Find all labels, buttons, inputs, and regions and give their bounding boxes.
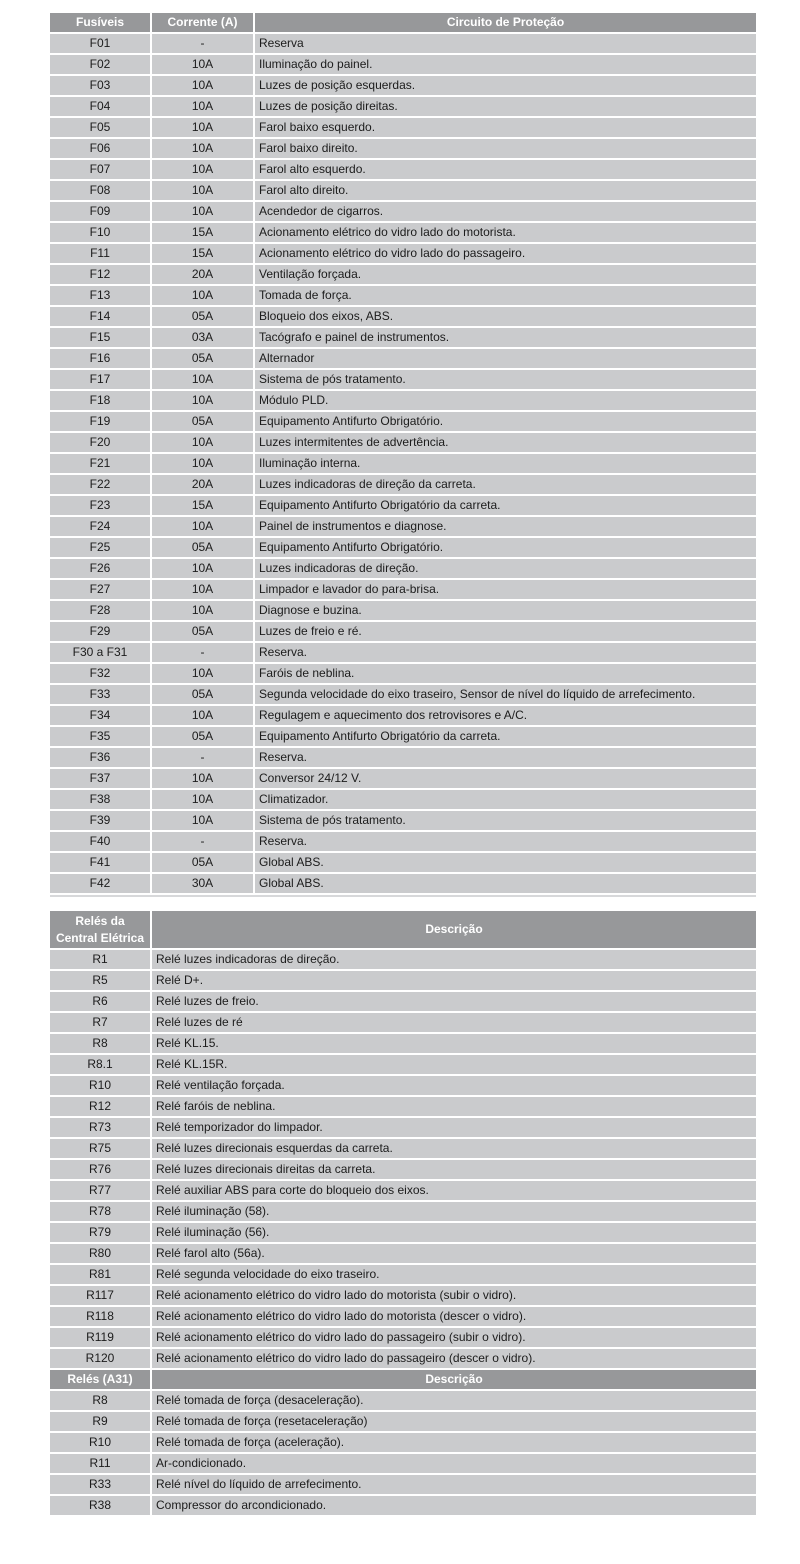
table-cell: 30A (152, 874, 253, 893)
table-cell: F03 (50, 76, 150, 95)
table-row (50, 412, 756, 431)
table-cell: Relé tomada de força (desaceleração). (152, 1391, 756, 1410)
table-cell: R10 (50, 1433, 150, 1452)
table-cell: Luzes de posição direitas. (255, 97, 756, 116)
table-cell: - (152, 643, 253, 662)
relay-table (50, 911, 756, 1368)
table-cell: Acionamento elétrico do vidro lado do passageiro. (255, 244, 756, 263)
table-cell: F02 (50, 55, 150, 74)
table-row (50, 265, 756, 284)
table-cell: 10A (152, 76, 253, 95)
table-cell: Luzes de freio e ré. (255, 622, 756, 641)
relay-column-header-line2: Central Elétrica (55, 930, 145, 945)
table-cell: Limpador e lavador do para-brisa. (255, 580, 756, 599)
table-cell: F19 (50, 412, 150, 431)
section-gap (50, 897, 756, 911)
table-cell: 10A (152, 139, 253, 158)
table-cell: F24 (50, 517, 150, 536)
table-cell: R78 (50, 1202, 150, 1221)
table-row (50, 1391, 756, 1410)
table-cell: Relé KL.15. (152, 1034, 756, 1053)
table-cell: F32 (50, 664, 150, 683)
table-row (50, 202, 756, 221)
table-cell: Relé tomada de força (resetaceleração) (152, 1412, 756, 1431)
table-cell: 05A (152, 538, 253, 557)
table-cell: Diagnose e buzina. (255, 601, 756, 620)
table-row (50, 1034, 756, 1053)
table-cell: 10A (152, 769, 253, 788)
table-cell: 10A (152, 202, 253, 221)
table-cell: F23 (50, 496, 150, 515)
table-cell: Relé tomada de força (aceleração). (152, 1433, 756, 1452)
table-cell: F35 (50, 727, 150, 746)
table-cell: F37 (50, 769, 150, 788)
table-cell: R10 (50, 1076, 150, 1095)
table-cell: F20 (50, 433, 150, 452)
table-cell: Relé segunda velocidade do eixo traseiro. (152, 1265, 756, 1284)
table-cell: 05A (152, 853, 253, 872)
table-row (50, 1433, 756, 1452)
table-cell: Ventilação forçada. (255, 265, 756, 284)
current-column-header: Corrente (A) (152, 13, 253, 32)
fuse-table (50, 13, 756, 897)
table-cell: 05A (152, 727, 253, 746)
table-cell: Compressor do arcondicionado. (152, 1496, 756, 1515)
table-row (50, 1265, 756, 1284)
table-cell: Acendedor de cigarros. (255, 202, 756, 221)
table-cell: 05A (152, 685, 253, 704)
table-cell: Ar-condicionado. (152, 1454, 756, 1473)
table-cell: Equipamento Antifurto Obrigatório. (255, 538, 756, 557)
table-cell: - (152, 832, 253, 851)
table-cell: F07 (50, 160, 150, 179)
relay-column-header (50, 911, 150, 948)
table-cell: 10A (152, 601, 253, 620)
table-row (50, 790, 756, 809)
table-row (50, 223, 756, 242)
table-cell: 10A (152, 664, 253, 683)
table-cell: R6 (50, 992, 150, 1011)
table-row (50, 370, 756, 389)
table-cell: Relé iluminação (56). (152, 1223, 756, 1242)
table-cell: F22 (50, 475, 150, 494)
table-cell: 10A (152, 370, 253, 389)
table-row (50, 1097, 756, 1116)
table-cell: Equipamento Antifurto Obrigatório da carreta. (255, 496, 756, 515)
table-row (50, 874, 756, 893)
relay-a31-column-header: Relés (A31) (50, 1370, 150, 1389)
table-cell: Reserva (255, 34, 756, 53)
table-cell: F06 (50, 139, 150, 158)
table-cell: 10A (152, 433, 253, 452)
table-cell: Relé luzes direcionais esquerdas da carreta. (152, 1139, 756, 1158)
table-cell: R38 (50, 1496, 150, 1515)
table-cell: R7 (50, 1013, 150, 1032)
table-cell: Módulo PLD. (255, 391, 756, 410)
table-row (50, 55, 756, 74)
table-cell: Global ABS. (255, 853, 756, 872)
table-cell: Relé KL.15R. (152, 1055, 756, 1074)
table-cell: Luzes intermitentes de advertência. (255, 433, 756, 452)
table-cell: R119 (50, 1328, 150, 1347)
table-row (50, 118, 756, 137)
table-cell: Global ABS. (255, 874, 756, 893)
table-cell: 15A (152, 496, 253, 515)
table-cell: 15A (152, 244, 253, 263)
table-cell: F05 (50, 118, 150, 137)
table-cell: F11 (50, 244, 150, 263)
table-cell: 05A (152, 307, 253, 326)
relay-a31-description-column-header: Descrição (152, 1370, 756, 1389)
table-cell: Relé luzes de ré (152, 1013, 756, 1032)
table-cell: F39 (50, 811, 150, 830)
relay-column-header-line1: Relés da (75, 913, 125, 928)
table-row (50, 622, 756, 641)
protection-circuit-column-header: Circuito de Proteção (255, 13, 756, 32)
table-cell: Reserva. (255, 748, 756, 767)
table-cell: 15A (152, 223, 253, 242)
table-cell: R8 (50, 1034, 150, 1053)
relay-a31-table-body (50, 1391, 756, 1515)
table-row (50, 1286, 756, 1305)
table-cell: 05A (152, 349, 253, 368)
table-cell: F14 (50, 307, 150, 326)
table-row (50, 97, 756, 116)
table-cell: Luzes de posição esquerdas. (255, 76, 756, 95)
table-row (50, 517, 756, 536)
table-cell: 10A (152, 517, 253, 536)
table-cell: 10A (152, 160, 253, 179)
table-cell: Relé luzes de freio. (152, 992, 756, 1011)
table-cell: Luzes indicadoras de direção da carreta. (255, 475, 756, 494)
table-row (50, 1454, 756, 1473)
table-cell: R8.1 (50, 1055, 150, 1074)
table-cell: Regulagem e aquecimento dos retrovisores e A/C. (255, 706, 756, 725)
table-row (50, 1118, 756, 1137)
table-cell: Iluminação do painel. (255, 55, 756, 74)
table-cell: Farol baixo direito. (255, 139, 756, 158)
table-row (50, 601, 756, 620)
table-cell: F27 (50, 580, 150, 599)
table-cell: F17 (50, 370, 150, 389)
table-cell: Iluminação interna. (255, 454, 756, 473)
table-row (50, 391, 756, 410)
table-cell: 10A (152, 811, 253, 830)
table-cell: Farol alto esquerdo. (255, 160, 756, 179)
table-row (50, 853, 756, 872)
table-cell: 10A (152, 181, 253, 200)
table-cell: F09 (50, 202, 150, 221)
table-row (50, 244, 756, 263)
table-cell: Relé farol alto (56a). (152, 1244, 756, 1263)
table-cell: R75 (50, 1139, 150, 1158)
table-cell: F38 (50, 790, 150, 809)
table-cell: F41 (50, 853, 150, 872)
table-row (50, 34, 756, 53)
table-cell: F08 (50, 181, 150, 200)
relay-table-body (50, 950, 756, 1368)
table-cell: F13 (50, 286, 150, 305)
table-cell: Relé faróis de neblina. (152, 1097, 756, 1116)
table-cell: Segunda velocidade do eixo traseiro, Sensor de nível do líquido de arrefecimento. (255, 685, 756, 704)
table-row (50, 1013, 756, 1032)
table-cell: Relé iluminação (58). (152, 1202, 756, 1221)
table-cell: Farol baixo esquerdo. (255, 118, 756, 137)
table-cell: Relé luzes direcionais direitas da carreta. (152, 1160, 756, 1179)
table-cell: F28 (50, 601, 150, 620)
table-cell: F16 (50, 349, 150, 368)
table-cell: Conversor 24/12 V. (255, 769, 756, 788)
table-row (50, 1202, 756, 1221)
table-cell: Relé D+. (152, 971, 756, 990)
table-cell: F33 (50, 685, 150, 704)
table-cell: Relé luzes indicadoras de direção. (152, 950, 756, 969)
table-cell: - (152, 34, 253, 53)
table-cell: Relé ventilação forçada. (152, 1076, 756, 1095)
table-row (50, 496, 756, 515)
table-cell: F26 (50, 559, 150, 578)
table-cell: F42 (50, 874, 150, 893)
table-cell: Acionamento elétrico do vidro lado do motorista. (255, 223, 756, 242)
table-row (50, 454, 756, 473)
table-row (50, 727, 756, 746)
table-cell: 10A (152, 118, 253, 137)
table-row (50, 538, 756, 557)
table-row (50, 1076, 756, 1095)
table-cell: Tomada de força. (255, 286, 756, 305)
table-cell: Faróis de neblina. (255, 664, 756, 683)
table-row (50, 1307, 756, 1326)
table-row (50, 76, 756, 95)
table-cell: Relé acionamento elétrico do vidro lado do motorista (descer o vidro). (152, 1307, 756, 1326)
table-cell: R1 (50, 950, 150, 969)
table-cell: Relé acionamento elétrico do vidro lado do passageiro (descer o vidro). (152, 1349, 756, 1368)
table-row (50, 1475, 756, 1494)
table-cell: R5 (50, 971, 150, 990)
table-row (50, 286, 756, 305)
table-cell: F30 a F31 (50, 643, 150, 662)
table-row (50, 706, 756, 725)
table-cell: 10A (152, 97, 253, 116)
table-cell: Reserva. (255, 832, 756, 851)
fuses-column-header: Fusíveis (50, 13, 150, 32)
table-cell: R79 (50, 1223, 150, 1242)
table-cell: Relé auxiliar ABS para corte do bloqueio dos eixos. (152, 1181, 756, 1200)
table-cell: F18 (50, 391, 150, 410)
table-row (50, 181, 756, 200)
table-row (50, 1496, 756, 1515)
table-cell: F25 (50, 538, 150, 557)
table-row (50, 1139, 756, 1158)
table-cell: 10A (152, 559, 253, 578)
table-row (50, 1349, 756, 1368)
table-cell: 10A (152, 391, 253, 410)
table-cell: F40 (50, 832, 150, 851)
table-cell: 10A (152, 55, 253, 74)
table-cell: 10A (152, 286, 253, 305)
relay-table-header (50, 911, 756, 948)
table-cell: Alternador (255, 349, 756, 368)
table-cell: F15 (50, 328, 150, 347)
table-row (50, 559, 756, 578)
fuse-table-header (50, 13, 756, 32)
manual-page (50, 13, 756, 1517)
table-row (50, 971, 756, 990)
table-cell: Painel de instrumentos e diagnose. (255, 517, 756, 536)
table-cell: 20A (152, 475, 253, 494)
table-cell: Relé acionamento elétrico do vidro lado do motorista (subir o vidro). (152, 1286, 756, 1305)
table-cell: Relé temporizador do limpador. (152, 1118, 756, 1137)
table-cell: R11 (50, 1454, 150, 1473)
table-cell: R117 (50, 1286, 150, 1305)
fuse-table-body (50, 34, 756, 893)
table-cell: Luzes indicadoras de direção. (255, 559, 756, 578)
table-cell: F29 (50, 622, 150, 641)
table-row (50, 1181, 756, 1200)
table-cell: F21 (50, 454, 150, 473)
table-row (50, 832, 756, 851)
table-cell: F34 (50, 706, 150, 725)
table-cell: Farol alto direito. (255, 181, 756, 200)
table-cell: R8 (50, 1391, 150, 1410)
relay-a31-table-header (50, 1370, 756, 1389)
table-cell: R76 (50, 1160, 150, 1179)
table-cell: - (152, 748, 253, 767)
table-cell: Bloqueio dos eixos, ABS. (255, 307, 756, 326)
table-cell: 10A (152, 454, 253, 473)
description-column-header: Descrição (152, 911, 756, 948)
table-row (50, 1055, 756, 1074)
table-cell: 10A (152, 706, 253, 725)
table-cell: R118 (50, 1307, 150, 1326)
table-cell: F36 (50, 748, 150, 767)
table-row (50, 685, 756, 704)
table-cell: R73 (50, 1118, 150, 1137)
table-cell: Equipamento Antifurto Obrigatório. (255, 412, 756, 431)
table-cell: Climatizador. (255, 790, 756, 809)
table-row (50, 1244, 756, 1263)
table-cell: F04 (50, 97, 150, 116)
table-cell: R33 (50, 1475, 150, 1494)
table-cell: Relé nível do líquido de arrefecimento. (152, 1475, 756, 1494)
table-cell: 03A (152, 328, 253, 347)
table-cell: R120 (50, 1349, 150, 1368)
table-cell: 05A (152, 622, 253, 641)
table-cell: Equipamento Antifurto Obrigatório da carreta. (255, 727, 756, 746)
table-cell: F10 (50, 223, 150, 242)
table-row (50, 1160, 756, 1179)
table-row (50, 328, 756, 347)
table-cell: Relé acionamento elétrico do vidro lado do passageiro (subir o vidro). (152, 1328, 756, 1347)
table-row (50, 1412, 756, 1431)
relay-a31-table (50, 1370, 756, 1515)
table-row (50, 475, 756, 494)
table-row (50, 643, 756, 662)
table-row (50, 433, 756, 452)
table-cell: Sistema de pós tratamento. (255, 811, 756, 830)
table-cell: R12 (50, 1097, 150, 1116)
table-row (50, 769, 756, 788)
table-cell: Sistema de pós tratamento. (255, 370, 756, 389)
table-cell: R9 (50, 1412, 150, 1431)
table-row (50, 992, 756, 1011)
table-row (50, 1328, 756, 1347)
table-cell: 10A (152, 790, 253, 809)
table-row (50, 307, 756, 326)
table-cell: F12 (50, 265, 150, 284)
table-row (50, 664, 756, 683)
table-row (50, 811, 756, 830)
table-cell: Tacógrafo e painel de instrumentos. (255, 328, 756, 347)
table-row (50, 349, 756, 368)
table-cell: F01 (50, 34, 150, 53)
table-cell: 10A (152, 580, 253, 599)
table-row (50, 139, 756, 158)
table-row (50, 1223, 756, 1242)
table-cell: 20A (152, 265, 253, 284)
table-row (50, 950, 756, 969)
table-cell: Reserva. (255, 643, 756, 662)
table-row (50, 160, 756, 179)
table-row (50, 580, 756, 599)
table-cell: R81 (50, 1265, 150, 1284)
table-row (50, 748, 756, 767)
table-cell: 05A (152, 412, 253, 431)
table-cell: R80 (50, 1244, 150, 1263)
table-cell: R77 (50, 1181, 150, 1200)
